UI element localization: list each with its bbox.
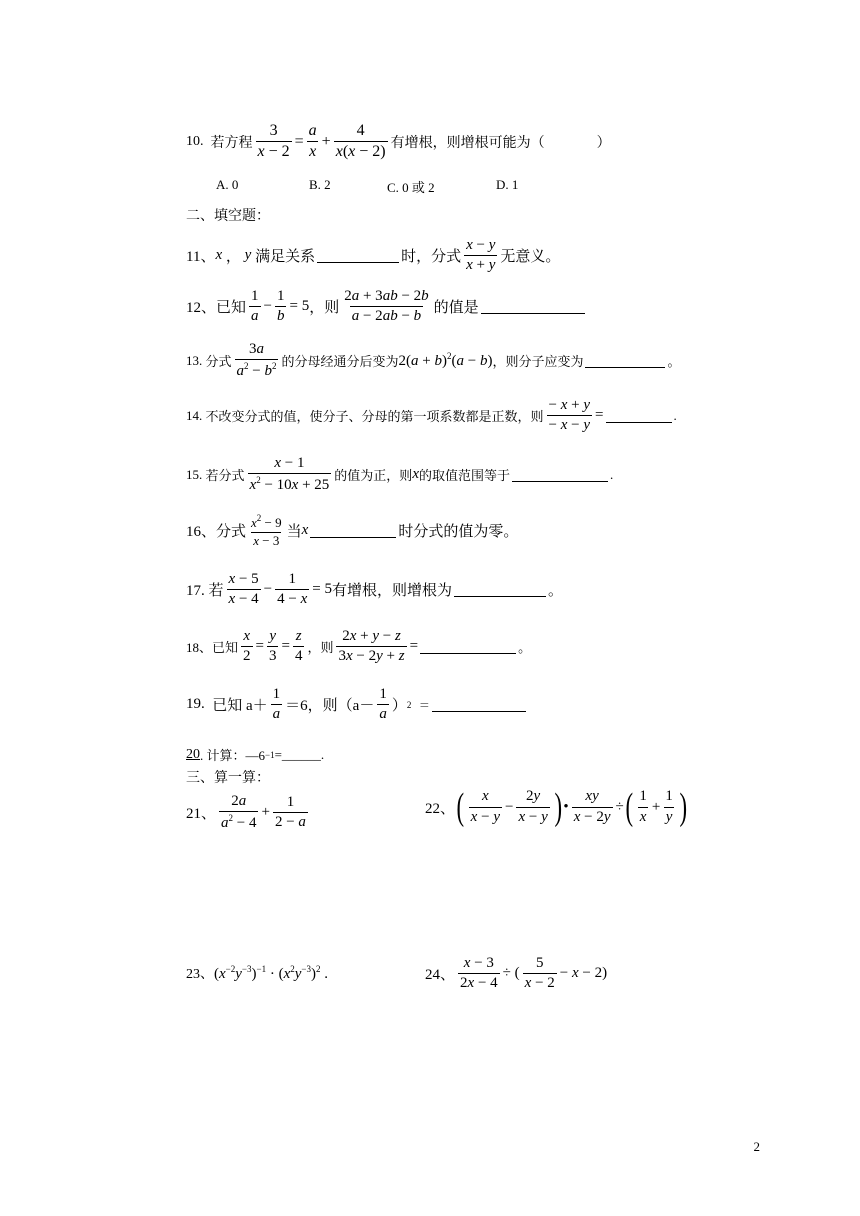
question-18: 18、已知 $\frac{x}{2}$ = $\frac{y}{3}$ = $\frac{z}{4}$ ，则 $\frac{2x + y - z}{3x - 2y + z}$ = 。 <box>186 628 532 665</box>
question-text: 时分式的值为零。 <box>398 524 519 541</box>
answer-blank[interactable] <box>481 299 585 314</box>
question-24: 24、 $\frac{x - 3}{2x - 4}$ ÷ ( $\frac{5}{x - 2}$ − x − 2) <box>425 955 608 992</box>
answer-blank[interactable] <box>317 248 399 263</box>
question-11: 11、 x ， y 满足关系 时，分式 $\frac{x - y}{x + y}$ 无意义。 <box>186 237 561 274</box>
section-heading: 三、算一算： <box>186 771 270 786</box>
question-text: 有增根，则增根可能为（ <box>390 135 545 151</box>
fraction: $\frac{z}{4}$ <box>294 628 303 665</box>
fraction: $\frac{1}{y}$ <box>665 788 673 825</box>
fraction: $\frac{x}{x - y}$ <box>470 788 500 825</box>
question-15: 15. 若分式 $\frac{x - 1}{x^2 - 10x + 25}$ 的值为正，则 x 的取值范围等于 . <box>186 455 614 494</box>
fraction: $\frac{3}{x - 2}$ <box>257 122 290 161</box>
answer-blank[interactable] <box>512 467 608 482</box>
question-number: 17. 若 <box>186 583 224 600</box>
question-text: 已知 a＋ <box>212 698 268 715</box>
answer-blank[interactable] <box>606 408 672 423</box>
fraction: $\frac{x - 3}{2x - 4}$ <box>460 955 498 992</box>
question-text: 当 <box>286 524 302 541</box>
question-text: ＝ <box>418 699 430 712</box>
question-19: 19. 已知 a＋ $\frac{1}{a}$ ＝6，则（a－ $\frac{1}{a}$ ） 2 ＝ <box>186 686 528 724</box>
fraction: $\frac{2y}{x - y}$ <box>518 788 548 825</box>
fraction: $\frac{1}{b}$ <box>276 288 285 325</box>
answer-blank[interactable] <box>454 582 546 597</box>
fraction: $\frac{x^2 - 9}{x - 3}$ <box>251 513 282 548</box>
question-text: ） <box>596 135 611 151</box>
fraction: $\frac{x}{2}$ <box>243 628 251 665</box>
question-23: 23、 $(x^{-2}y^{-3})^{-1} \cdot (x^2y^{-3})^2$ . <box>186 963 328 982</box>
question-text: 的分母经通分后变为 <box>281 354 399 370</box>
fraction: $\frac{4}{x(x - 2)}$ <box>335 122 386 161</box>
question-text: 。 <box>548 583 564 600</box>
question-number: 21、 <box>186 806 217 823</box>
question-22: 22、 ( $\frac{x}{x - y}$ − $\frac{2y}{x - y}$ ) • $\frac{xy}{x - 2y}$ ÷ ( $\frac{1}{x}$ + $\frac{1}{y}$ ) <box>425 786 687 828</box>
question-number: 20 <box>186 746 200 762</box>
question-number: 19. <box>186 696 205 713</box>
question-number: 22、 <box>425 800 456 817</box>
question-text: 的值为正，则 <box>334 468 413 484</box>
question-number: 12、已知 <box>186 300 247 317</box>
fraction: $\frac{5}{x - 2}$ <box>524 955 555 992</box>
question-number: 13. <box>186 352 203 368</box>
question-10: 10. 若方程 $\frac{3}{x - 2}$ = $\frac{a}{x}$ + $\frac{4}{x(x - 2)}$ 有增根，则增根可能为（ ） <box>186 122 611 161</box>
fraction: $\frac{- x + y}{- x - y}$ <box>548 397 591 434</box>
question-16: 16、分式 $\frac{x^2 - 9}{x - 3}$ 当 x 时分式的值为零。 <box>186 513 519 548</box>
fraction: $\frac{1}{4 - x}$ <box>277 571 308 608</box>
question-text: 有增根，则增根为 <box>331 583 452 600</box>
question-text: 若方程 <box>210 135 253 151</box>
question-text: ＝6，则（a－ <box>285 698 375 715</box>
question-number: 10. <box>186 133 204 149</box>
question-text: 。 <box>667 354 681 370</box>
fraction: $\frac{1}{2 - a}$ <box>274 794 306 831</box>
question-number: 23、 <box>186 967 214 982</box>
page-number: 2 <box>753 1139 760 1154</box>
question-number: 24、 <box>425 967 456 984</box>
answer-blank[interactable] <box>432 697 526 712</box>
question-number: 14. <box>186 407 203 423</box>
fraction: $\frac{xy}{x - 2y}$ <box>573 788 611 825</box>
question-text: ） <box>391 698 407 715</box>
question-text: 的值是 <box>433 300 479 317</box>
fraction: $\frac{2x + y - z}{3x - 2y + z}$ <box>338 628 405 665</box>
question-21: 21、 $\frac{2a}{a^2 - 4}$ + $\frac{1}{2 - a}$ <box>186 793 306 832</box>
question-14: 14. 不改变分式的值，使分子、分母的第一项系数都是正数，则 $\frac{- x + y}{- x - y}$ = . <box>186 397 677 434</box>
fraction: $\frac{3a}{a^2 - b^2}$ <box>236 341 277 380</box>
question-text: 不改变分式的值，使分子、分母的第一项系数都是正数，则 <box>205 409 544 425</box>
option-c: C. 0 或 2 <box>387 180 435 195</box>
question-text: =______. <box>274 746 325 762</box>
question-text: 的取值范围等于 <box>418 468 510 484</box>
question-text: 时，分式 <box>401 249 462 266</box>
question-number: 18、已知 <box>186 640 239 656</box>
fraction: $\frac{1}{a}$ <box>272 686 281 723</box>
question-12: 12、已知 $\frac{1}{a}$ − $\frac{1}{b}$ = 5 ，则 $\frac{2a + 3ab - 2b}{a - 2ab - b}$ 的值是 <box>186 288 587 326</box>
fraction: $\frac{2a}{a^2 - 4}$ <box>221 793 257 832</box>
question-number: 15. <box>186 466 203 482</box>
question-text: 分式 <box>205 354 232 370</box>
question-17: 17. 若 $\frac{x - 5}{x - 4}$ − $\frac{1}{4 - x}$ = 5 有增根，则增根为 。 <box>186 571 564 608</box>
option-a: A. 0 <box>216 177 239 192</box>
fraction: $\frac{x - 5}{x - 4}$ <box>228 571 259 608</box>
question-text: . <box>610 466 614 482</box>
fraction: $\frac{2a + 3ab - 2b}{a - 2ab - b}$ <box>344 288 429 325</box>
option-b: B. 2 <box>309 177 331 192</box>
question-number: 16、分式 <box>186 524 247 541</box>
question-text: ，则 <box>309 300 340 317</box>
question-number: 11、 <box>186 249 216 266</box>
answer-blank[interactable] <box>310 523 396 538</box>
question-text: ，则分子应变为 <box>492 354 584 370</box>
question-text: . <box>673 407 677 423</box>
fraction: $\frac{1}{x}$ <box>639 788 647 825</box>
section-heading: 二、填空题： <box>186 209 270 224</box>
question-text: 无意义。 <box>500 249 561 266</box>
answer-blank[interactable] <box>585 353 665 368</box>
fraction: $\frac{y}{3}$ <box>268 628 277 665</box>
question-20: 20 . 计算：—6 −1 =______. <box>186 746 325 763</box>
question-13: 13. 分式 $\frac{3a}{a^2 - b^2}$ 的分母经通分后变为 $2(a + b)^2(a - b)$ ，则分子应变为 。 <box>186 341 681 380</box>
option-d: D. 1 <box>496 177 519 192</box>
question-text: ，则 <box>307 640 334 656</box>
fraction: $\frac{x - 1}{x^2 - 10x + 25}$ <box>249 455 330 494</box>
fraction: $\frac{1}{a}$ <box>379 686 387 723</box>
answer-blank[interactable] <box>420 639 516 654</box>
fraction: $\frac{a}{x}$ <box>308 122 317 161</box>
question-text: 。 <box>518 640 532 656</box>
fraction: $\frac{x - y}{x + y}$ <box>466 237 496 274</box>
fraction: $\frac{1}{a}$ <box>251 288 259 325</box>
question-text: . 计算：—6 <box>200 748 266 763</box>
question-text: 若分式 <box>205 468 245 484</box>
question-text: 满足关系 <box>255 249 316 266</box>
